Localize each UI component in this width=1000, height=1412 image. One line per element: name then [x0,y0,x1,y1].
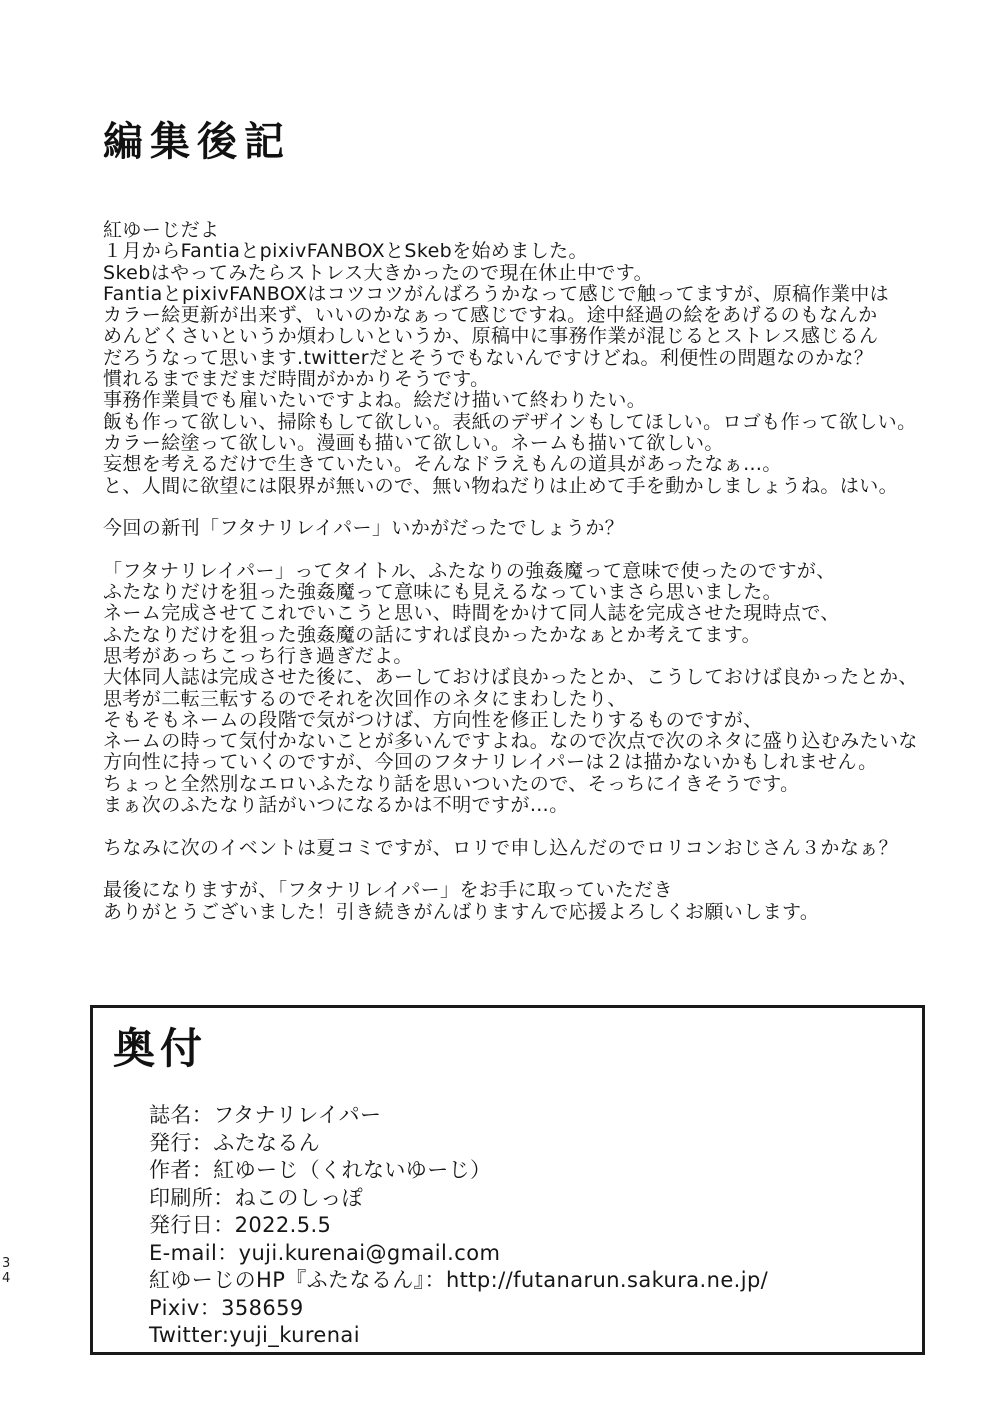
afterword-line: Skebはやってみたらストレス大きかったので現在休止中です。 [103,261,654,284]
afterword-line: ネームの時って気付かないことが多いんですよね。なので次点で次のネタに盛り込むみたいな [103,730,918,753]
afterword-line: ちょっと全然別なエロいふたなり話を思いついたので、そっちにイきそうです。 [103,772,800,795]
afterword-line: と、人間に欲望には限界が無いので、無い物ねだりは止めて手を動かしましょうね。はい。 [103,474,899,497]
colophon-item-homepage: 紅ゆーじのHP『ふたなるん』：http://futanarun.sakura.ne.jp/ [149,1268,769,1292]
colophon-item-publish-date: 発行日：2022.5.5 [149,1213,332,1237]
afterword-line: 大体同人誌は完成させた後に、あーしておけば良かったとか、こうしておけば良かったとか、 [103,666,918,689]
colophon-item-printer: 印刷所：ねこのしっぽ [149,1185,363,1210]
colophon-items [149,1102,922,1350]
colophon-item-title: 誌名：フタナリレイパー [149,1103,382,1127]
afterword-paragraph-intro [103,220,918,497]
afterword-paragraph-thoughts [103,561,918,817]
afterword-line: ありがとうございました！引き続きがんばりますんで応援よろしくお願いします。 [103,900,820,923]
afterword-line: 今回の新刊「フタナリレイパー」いかがだったでしょうか？ [103,517,625,540]
afterword-line: FantiaとpixivFANBOXはコツコツがんばろうかなって感じで触ってますが、原稿作業中は [103,282,890,305]
colophon-item-author: 作者：紅ゆーじ（くれないゆーじ） [149,1158,492,1182]
page-number-digit: 4 [2,1271,11,1286]
afterword-line: 慣れるまでまだまだ時間がかかりそうです。 [103,368,490,391]
afterword-line: ちなみに次のイベントは夏コミですが、ロリで申し込んだのでロリコンおじさん３かなぁ？ [103,836,899,859]
afterword-paragraph-closing [103,880,918,923]
afterword-line: ふたなりだけを狙った強姦魔の話にすれば良かったかなぁとか考えてます。 [103,623,762,646]
afterword-line: めんどくさいというか煩わしいというか、原稿中に事務作業が混じるとストレス感じるん [103,325,879,348]
colophon-item-publisher: 発行：ふたなるん [149,1130,321,1155]
colophon-item-twitter: Twitter:yuji_kurenai [149,1323,360,1347]
afterword-body [103,220,918,923]
colophon-item-pixiv: Pixiv：358659 [149,1295,304,1320]
colophon-item-email: E-mail：yuji.kurenai@gmail.com [149,1240,501,1265]
afterword-line: ネーム完成させてこれでいこうと思い、時間をかけて同人誌を完成させた現時点で、 [103,602,840,625]
afterword-line: 事務作業員でも雇いたいですよね。絵だけ描いて終わりたい。 [103,389,647,412]
afterword-line: 飯も作って欲しい、掃除もして欲しい。表紙のデザインもしてほしい。ロゴも作って欲しい。 [103,410,917,433]
afterword-line: 方向性に持っていくのですが、今回のフタナリレイパーは２は描かないかもしれません。 [103,751,878,774]
afterword-line: カラー絵塗って欲しい。漫画も描いて欲しい。ネームも描いて欲しい。 [103,431,724,454]
afterword-line: まぁ次のふたなり話がいつになるかは不明ですが…。 [103,794,569,817]
colophon-box [90,1005,925,1355]
afterword-line: だろうなって思います.twitterだとそうでもないんですけどね。利便性の問題なのかな？ [103,346,874,369]
page-number [2,1256,10,1286]
afterword-line: 思考が二転三転するのでそれを次回作のネタにまわしたり、 [103,687,627,710]
afterword-line: 紅ゆーじだよ [103,219,220,241]
afterword-title: 編集後記 [103,119,291,165]
afterword-paragraph-next-event [103,838,918,859]
colophon-heading: 奥付 [113,1024,208,1073]
afterword-line: 「フタナリレイパー」ってタイトル、ふたなりの強姦魔って意味で使ったのですが、 [103,559,836,582]
afterword-line: １月からFantiaとpixivFANBOXとSkebを始めました。 [103,240,588,263]
afterword-paragraph-question [103,518,918,539]
afterword-line: カラー絵更新が出来ず、いいのかなぁって感じですね。途中経過の絵をあげるのもなんか [103,304,878,327]
afterword-line: 妄想を考えるだけで生きていたい。そんなドラえもんの道具があったなぁ…。 [103,453,782,476]
afterword-line: ふたなりだけを狙った強姦魔って意味にも見えるなっていまさら思いました。 [103,581,783,604]
page-number-digit: 3 [2,1256,11,1271]
afterword-line: 最後になりますが、「フタナリレイパー」をお手に取っていただき [103,879,673,902]
afterword-line: そもそもネームの段階で気がつけば、方向性を修正したりするものですが、 [103,708,763,731]
afterword-line: 思考があっちこっち行き過ぎだよ。 [103,644,413,667]
